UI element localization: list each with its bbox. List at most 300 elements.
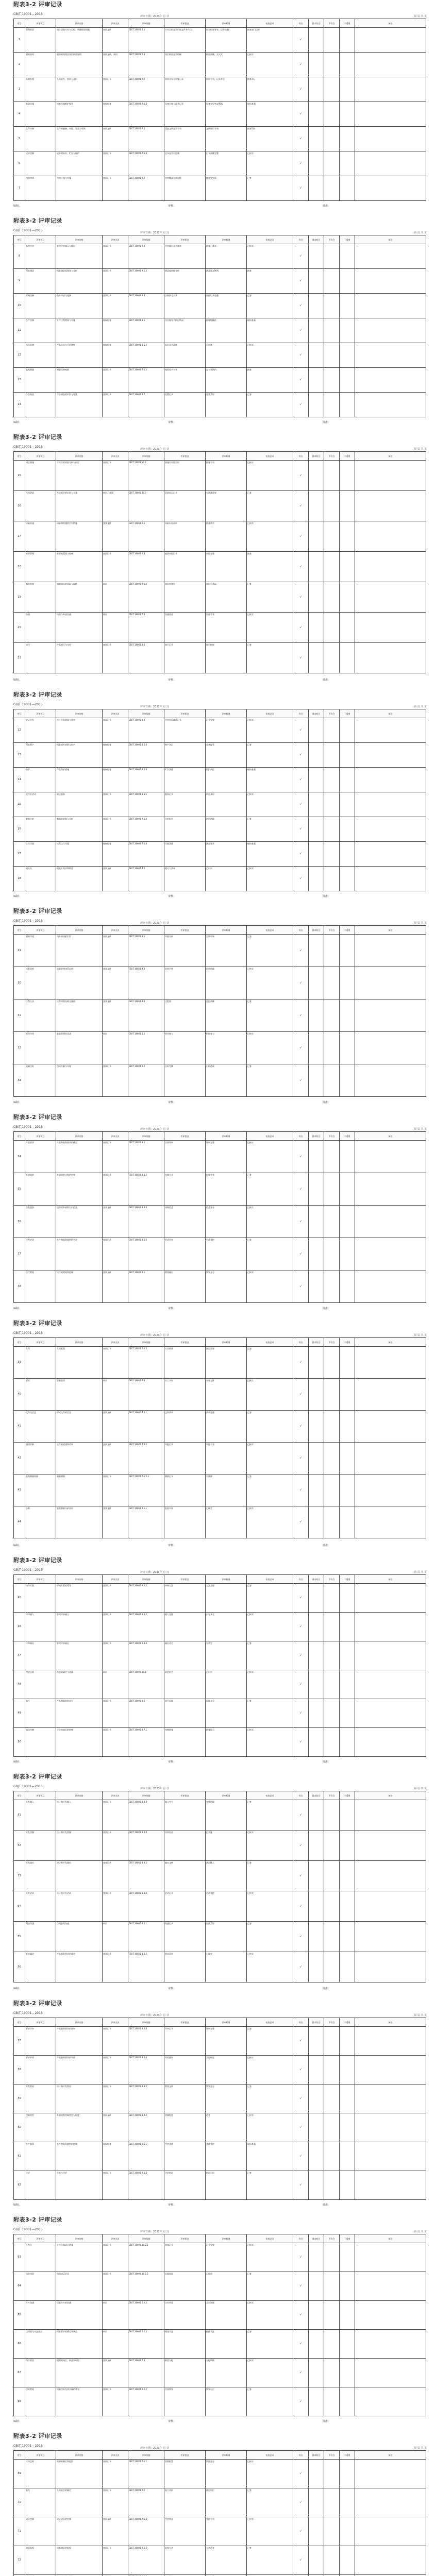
- table-row: [14, 53, 426, 77]
- cell-empty: [324, 1475, 340, 1506]
- column-header: 评审方法: [103, 709, 128, 718]
- cell-note: [355, 768, 426, 792]
- table-header-row: [14, 1791, 426, 1800]
- document-page: [6, 2432, 430, 2576]
- cell-record: 已查: [247, 1800, 293, 1831]
- cell-item: 管理职责: [25, 28, 56, 53]
- column-header: 评审方法: [103, 2451, 128, 2460]
- cell-content: 测量溯源: [56, 1475, 103, 1506]
- column-header: 评审要点: [164, 2234, 206, 2243]
- column-header: 评审要点: [164, 1338, 206, 1347]
- table-row: [14, 1952, 426, 1982]
- column-header: 评审项目: [25, 2234, 56, 2243]
- column-header: 备注: [355, 1791, 426, 1800]
- cell-empty: [309, 2359, 324, 2387]
- cell-content: 供方评价与选择: [56, 294, 103, 318]
- review-date: 评审日期：2023年 月 日: [140, 1571, 169, 1574]
- cell-note: [355, 368, 426, 393]
- cell-note: [355, 1411, 426, 1443]
- cell-note: [355, 2387, 426, 2416]
- column-header: 序号: [14, 1132, 25, 1141]
- cell-empty: [340, 2460, 355, 2488]
- cell-point: 内审覆盖全部过程: [164, 176, 206, 201]
- cell-point: 职责分配: [164, 2359, 206, 2387]
- footer-reviewed: 审核：: [168, 205, 176, 208]
- column-header: 检查记录: [247, 1338, 293, 1347]
- cell-no: 70: [14, 2488, 25, 2517]
- footer-prepared: 编制：: [13, 1307, 22, 1310]
- cell-point: 沟通记录: [164, 1922, 206, 1952]
- cell-record: 已查: [247, 2084, 293, 2113]
- cell-empty: [340, 393, 355, 417]
- table-header-row: [14, 1132, 426, 1141]
- cell-point: 变更审批记录: [164, 552, 206, 582]
- cell-empty: [309, 792, 324, 817]
- column-header: 检查记录: [247, 1791, 293, 1800]
- cell-empty: [309, 2084, 324, 2113]
- cell-empty: [324, 77, 340, 102]
- cell-empty: [340, 2243, 355, 2272]
- cell-mark: √: [293, 1141, 309, 1173]
- cell-point: 人员数量: [164, 1347, 206, 1379]
- cell-empty: [309, 53, 324, 77]
- cell-point: 评审记录: [164, 2027, 206, 2056]
- cell-empty: [324, 2056, 340, 2084]
- cell-item: 数据分析: [25, 817, 56, 842]
- footer-approved: 批准：: [323, 1307, 331, 1310]
- cell-content: 质量管理体系范围: [56, 967, 103, 999]
- cell-point: 更改评审: [164, 1238, 206, 1270]
- cell-empty: [324, 2546, 340, 2575]
- table-row: [14, 244, 426, 269]
- column-header: 基本符合: [309, 19, 324, 28]
- cell-record: 已查: [247, 743, 293, 768]
- cell-method: 查阅文件: [103, 999, 128, 1032]
- cell-empty: [340, 1475, 355, 1506]
- review-table: [13, 2450, 426, 2576]
- cell-record: 已查: [247, 582, 293, 613]
- cell-empty: [340, 127, 355, 151]
- cell-mark: √: [293, 867, 309, 891]
- review-date: 评审日期：2023年 月 日: [140, 705, 169, 708]
- cell-method: 查阅记录: [103, 1800, 128, 1831]
- cell-empty: [324, 2027, 340, 2056]
- cell-empty: [324, 318, 340, 343]
- cell-standard: 措施落实: [206, 521, 247, 552]
- page-footer: [13, 420, 426, 426]
- cell-no: 44: [14, 1506, 25, 1538]
- cell-basis: GB/T 19001 6.2: [128, 1064, 164, 1097]
- cell-record: 已核实: [247, 1728, 293, 1757]
- footer-reviewed: 审核：: [168, 2204, 176, 2207]
- cell-basis: GB/T 19001 7.4: [128, 613, 164, 643]
- cell-note: [355, 2488, 426, 2517]
- cell-mark: √: [293, 2517, 309, 2546]
- cell-empty: [324, 1670, 340, 1699]
- cell-basis: GB/T 19001 5.1.2: [128, 2330, 164, 2359]
- cell-empty: [340, 2142, 355, 2171]
- cell-empty: [340, 2027, 355, 2056]
- cell-point: 输入完整: [164, 1613, 206, 1641]
- page-title: 附表3-2 评审记录: [13, 1114, 62, 1121]
- cell-basis: GB/T 19001 8.2.1: [128, 1922, 164, 1952]
- cell-content: 产品服务要求的更改: [56, 2056, 103, 2084]
- cell-empty: [340, 521, 355, 552]
- cell-note: [355, 1922, 426, 1952]
- page-counter: 第 页 共 页: [414, 1571, 427, 1574]
- cell-method: 查阅文件: [103, 521, 128, 552]
- cell-empty: [340, 967, 355, 999]
- table-row: [14, 1584, 426, 1613]
- cell-mark: √: [293, 2171, 309, 2200]
- cell-standard: 记录清晰完整: [206, 151, 247, 176]
- footer-prepared: 编制：: [13, 1544, 22, 1547]
- cell-item: 组织环境: [25, 935, 56, 967]
- cell-note: [355, 718, 426, 743]
- cell-basis: GB/T 19001 7.5: [128, 127, 164, 151]
- cell-standard: 适宜: [206, 2113, 247, 2142]
- cell-standard: 控制有效: [206, 1173, 247, 1206]
- cell-mark: √: [293, 2387, 309, 2416]
- cell-item: 监视测量资源: [25, 1475, 56, 1506]
- cell-item: 内部审核: [25, 176, 56, 201]
- cell-item: 开发输入: [25, 1800, 56, 1831]
- column-header: 不适用: [340, 235, 355, 244]
- page-counter: 第 页 共 页: [414, 1128, 427, 1131]
- cell-empty: [324, 842, 340, 867]
- cell-empty: [340, 343, 355, 368]
- page-counter: 第 页 共 页: [414, 2230, 427, 2233]
- column-header: 评审方法: [103, 19, 128, 28]
- cell-point: 策划输出: [164, 1270, 206, 1303]
- form-code: GB/T 19001—2016: [13, 2444, 43, 2448]
- cell-note: [355, 613, 426, 643]
- cell-point: 审核方案: [164, 1584, 206, 1613]
- cell-empty: [324, 1728, 340, 1757]
- cell-standard: 方案合理: [206, 1584, 247, 1613]
- review-date: 评审日期：2023年 月 日: [140, 448, 169, 451]
- table-row: [14, 368, 426, 393]
- column-header: 备注: [355, 452, 426, 461]
- cell-empty: [340, 768, 355, 792]
- cell-content: 顾客满意度调查与分析: [56, 269, 103, 294]
- cell-item: 目标策划: [25, 2387, 56, 2416]
- cell-standard: 可溯源: [206, 1475, 247, 1506]
- cell-method: 查阅记录: [103, 1641, 128, 1670]
- cell-empty: [309, 102, 324, 127]
- cell-mark: √: [293, 1922, 309, 1952]
- cell-basis: GB/T 19001 8.3.2: [128, 2084, 164, 2113]
- cell-content: 过程识别及相互作用: [56, 999, 103, 1032]
- table-header-row: [14, 709, 426, 718]
- cell-basis: GB/T 19001 8.3: [128, 718, 164, 743]
- cell-note: [355, 2056, 426, 2084]
- cell-item: 产品要求: [25, 1141, 56, 1173]
- review-date: 评审日期：2023年 月 日: [140, 15, 169, 18]
- cell-method: 查阅记录: [103, 817, 128, 842]
- cell-note: [355, 842, 426, 867]
- column-header: 符合: [293, 452, 309, 461]
- table-row: [14, 643, 426, 673]
- column-header: 评审方法: [103, 1575, 128, 1584]
- cell-point: 改进项目记录: [164, 491, 206, 521]
- table-header-row: [14, 1575, 426, 1584]
- cell-standard: 已保留: [206, 2272, 247, 2301]
- column-header: 符合: [293, 1575, 309, 1584]
- cell-note: [355, 244, 426, 269]
- review-date: 评审日期：2023年 月 日: [140, 2230, 169, 2233]
- cell-basis: GB/T 19001 7.5.1: [128, 1411, 164, 1443]
- column-header: 评审内容: [56, 1791, 103, 1800]
- cell-point: 范围声明: [164, 967, 206, 999]
- cell-standard: 已识别: [206, 867, 247, 891]
- cell-empty: [324, 294, 340, 318]
- cell-record: 已核实: [247, 1379, 293, 1411]
- cell-empty: [340, 1379, 355, 1411]
- cell-empty: [324, 1699, 340, 1728]
- cell-method: 查阅记录: [103, 1141, 128, 1173]
- footer-reviewed: 审核：: [168, 1987, 176, 1990]
- cell-record: 已核实: [247, 1952, 293, 1982]
- cell-empty: [340, 1270, 355, 1303]
- column-header: 序号: [14, 709, 25, 718]
- footer-approved: 批准：: [323, 205, 331, 208]
- cell-item: 工作环境: [25, 842, 56, 867]
- form-code: GB/T 19001—2016: [13, 1125, 43, 1129]
- cell-empty: [309, 2056, 324, 2084]
- cell-method: 询问: [103, 1379, 128, 1411]
- cell-standard: 已实施: [206, 1831, 247, 1861]
- cell-note: [355, 2330, 426, 2359]
- column-header: 符合: [293, 1791, 309, 1800]
- cell-standard: 及时传达: [206, 2056, 247, 2084]
- cell-basis: GB/T 19001 5.3: [128, 53, 164, 77]
- cell-method: 查阅文件: [103, 967, 128, 999]
- cell-no: 46: [14, 1613, 25, 1641]
- cell-record: 已查: [247, 2546, 293, 2575]
- cell-point: 资源配置: [164, 2460, 206, 2488]
- table-row: [14, 151, 426, 176]
- cell-content: 文件的创建和更新: [56, 1443, 103, 1475]
- table-row: [14, 1238, 426, 1270]
- cell-no: 14: [14, 393, 25, 417]
- cell-point: 员工认知: [164, 1379, 206, 1411]
- cell-content: 风险和机遇的应对措施: [56, 521, 103, 552]
- column-header: 评审要点: [164, 1791, 206, 1800]
- cell-item: 文件控制: [25, 127, 56, 151]
- cell-empty: [309, 1641, 324, 1670]
- cell-record: 已查: [247, 176, 293, 201]
- cell-no: 68: [14, 2387, 25, 2416]
- table-row: [14, 2488, 426, 2517]
- column-header: 评审标准: [206, 1791, 247, 1800]
- column-header: 评审内容: [56, 2451, 103, 2460]
- review-table: [13, 1791, 426, 1982]
- review-table: [13, 709, 426, 891]
- cell-empty: [324, 2084, 340, 2113]
- cell-standard: 满意度≥90%: [206, 269, 247, 294]
- cell-point: 环境分析: [164, 935, 206, 967]
- cell-point: 评审验证确认记录: [164, 718, 206, 743]
- cell-item: 外部提供: [25, 1173, 56, 1206]
- table-header-row: [14, 2018, 426, 2027]
- column-header: 不符合: [324, 709, 340, 718]
- cell-record: 已核实: [247, 1831, 293, 1861]
- column-header: 评审依据: [128, 2234, 164, 2243]
- cell-standard: 目标达成: [206, 1064, 247, 1097]
- cell-no: 15: [14, 461, 25, 491]
- cell-point: 控制方式: [164, 1173, 206, 1206]
- cell-method: 查阅文件: [103, 1206, 128, 1238]
- cell-standard: 沟通及时: [206, 1922, 247, 1952]
- cell-point: 放行记录: [164, 643, 206, 673]
- cell-empty: [324, 2272, 340, 2301]
- cell-empty: [324, 343, 340, 368]
- cell-record: 已查: [247, 1641, 293, 1670]
- table-row: [14, 1891, 426, 1922]
- cell-record: 已核实: [247, 1141, 293, 1173]
- column-header: 不符合: [324, 2018, 340, 2027]
- cell-empty: [324, 1411, 340, 1443]
- cell-method: 查阅记录: [103, 1831, 128, 1861]
- form-code: GB/T 19001—2016: [13, 703, 43, 706]
- cell-empty: [324, 2243, 340, 2272]
- cell-item: 变更管理: [25, 552, 56, 582]
- cell-record: 已查: [247, 2387, 293, 2416]
- cell-empty: [340, 28, 355, 53]
- cell-empty: [309, 2171, 324, 2200]
- column-header: 评审方法: [103, 1338, 128, 1347]
- cell-no: 41: [14, 1411, 25, 1443]
- cell-standard: 结论明确: [206, 817, 247, 842]
- cell-content: 形成文件的信息: [56, 1411, 103, 1443]
- table-row: [14, 269, 426, 294]
- cell-standard: 积极参与: [206, 1032, 247, 1064]
- cell-empty: [340, 2171, 355, 2200]
- cell-mark: √: [293, 127, 309, 151]
- table-row: [14, 1861, 426, 1891]
- table-row: [14, 867, 426, 891]
- column-header: 检查记录: [247, 1132, 293, 1141]
- cell-content: 文件的编制、审批、发放与更改: [56, 127, 103, 151]
- cell-mark: √: [293, 582, 309, 613]
- cell-item: 领导作用: [25, 1032, 56, 1064]
- cell-item: 以顾客为关注焦点: [25, 2330, 56, 2359]
- cell-empty: [309, 77, 324, 102]
- table-row: [14, 1475, 426, 1506]
- column-header: 不符合: [324, 2451, 340, 2460]
- table-row: [14, 393, 426, 417]
- cell-record: 已核实: [247, 244, 293, 269]
- review-table: [13, 2018, 426, 2200]
- cell-empty: [324, 2517, 340, 2546]
- cell-standard: 在有效期内: [206, 368, 247, 393]
- cell-no: 34: [14, 1141, 25, 1173]
- cell-basis: GB/T 19001 8.7.1: [128, 1728, 164, 1757]
- page-counter: 第 页 共 页: [414, 1787, 427, 1790]
- cell-note: [355, 127, 426, 151]
- cell-method: 查阅记录: [103, 2460, 128, 2488]
- cell-point: 措施记录: [164, 2243, 206, 2272]
- column-header: 备注: [355, 2234, 426, 2243]
- cell-note: [355, 2546, 426, 2575]
- cell-empty: [340, 999, 355, 1032]
- table-row: [14, 1064, 426, 1097]
- cell-record: 现场查看: [247, 2142, 293, 2171]
- table-header-row: [14, 1338, 426, 1347]
- cell-point: 满意度数据分析: [164, 269, 206, 294]
- cell-note: [355, 2027, 426, 2056]
- cell-no: 35: [14, 1173, 25, 1206]
- cell-empty: [309, 491, 324, 521]
- column-header: 符合: [293, 1132, 309, 1141]
- cell-point: 输出文件: [164, 1861, 206, 1891]
- cell-note: [355, 817, 426, 842]
- cell-item: 满意监视: [25, 2546, 56, 2575]
- cell-no: 47: [14, 1641, 25, 1670]
- cell-standard: 处置及时: [206, 393, 247, 417]
- cell-method: 查阅文件: [103, 1270, 128, 1303]
- cell-empty: [340, 2387, 355, 2416]
- cell-empty: [324, 1641, 340, 1670]
- cell-empty: [340, 1141, 355, 1173]
- cell-content: 外部提供过程的控制: [56, 1173, 103, 1206]
- cell-point: 控制措施: [164, 1728, 206, 1757]
- cell-item: 管理评审: [25, 244, 56, 269]
- cell-no: 11: [14, 318, 25, 343]
- cell-record: 已查: [247, 935, 293, 967]
- cell-item: 设计开发: [25, 718, 56, 743]
- column-header: 评审标准: [206, 2234, 247, 2243]
- cell-empty: [340, 2084, 355, 2113]
- cell-basis: GB/T 19001 7.5.3: [128, 151, 164, 176]
- cell-content: 不合格输出的控制: [56, 1728, 103, 1757]
- cell-record: 已核实: [247, 2113, 293, 2142]
- column-header: 符合: [293, 1338, 309, 1347]
- cell-standard: 培训有效，记录齐全: [206, 77, 247, 102]
- cell-basis: GB/T 19001 7.1.6: [128, 582, 164, 613]
- cell-item: 组织结构: [25, 53, 56, 77]
- cell-content: 建立质量方针与目标，明确职责权限: [56, 28, 103, 53]
- page-footer: [13, 1987, 426, 1992]
- table-row: [14, 1699, 426, 1728]
- cell-mark: √: [293, 343, 309, 368]
- cell-note: [355, 1641, 426, 1670]
- cell-standard: 已确定: [206, 1952, 247, 1982]
- cell-standard: 响应及时: [206, 792, 247, 817]
- cell-no: 62: [14, 2171, 25, 2200]
- cell-method: 现场检查: [103, 842, 128, 867]
- column-header: 符合: [293, 235, 309, 244]
- cell-empty: [324, 368, 340, 393]
- cell-method: 查阅记录: [103, 1613, 128, 1641]
- cell-empty: [309, 613, 324, 643]
- cell-item: 要求评审: [25, 2027, 56, 2056]
- review-table: [13, 451, 426, 673]
- cell-empty: [340, 244, 355, 269]
- cell-point: 环境条件: [164, 842, 206, 867]
- cell-empty: [340, 1347, 355, 1379]
- cell-empty: [340, 151, 355, 176]
- cell-no: 17: [14, 521, 25, 552]
- cell-empty: [309, 718, 324, 743]
- document-page: [6, 1772, 430, 1994]
- column-header: 评审要点: [164, 1132, 206, 1141]
- cell-mark: √: [293, 1173, 309, 1206]
- cell-basis: GB/T 19001 7.2: [128, 2488, 164, 2517]
- column-header: 评审标准: [206, 1132, 247, 1141]
- cell-no: 48: [14, 1670, 25, 1699]
